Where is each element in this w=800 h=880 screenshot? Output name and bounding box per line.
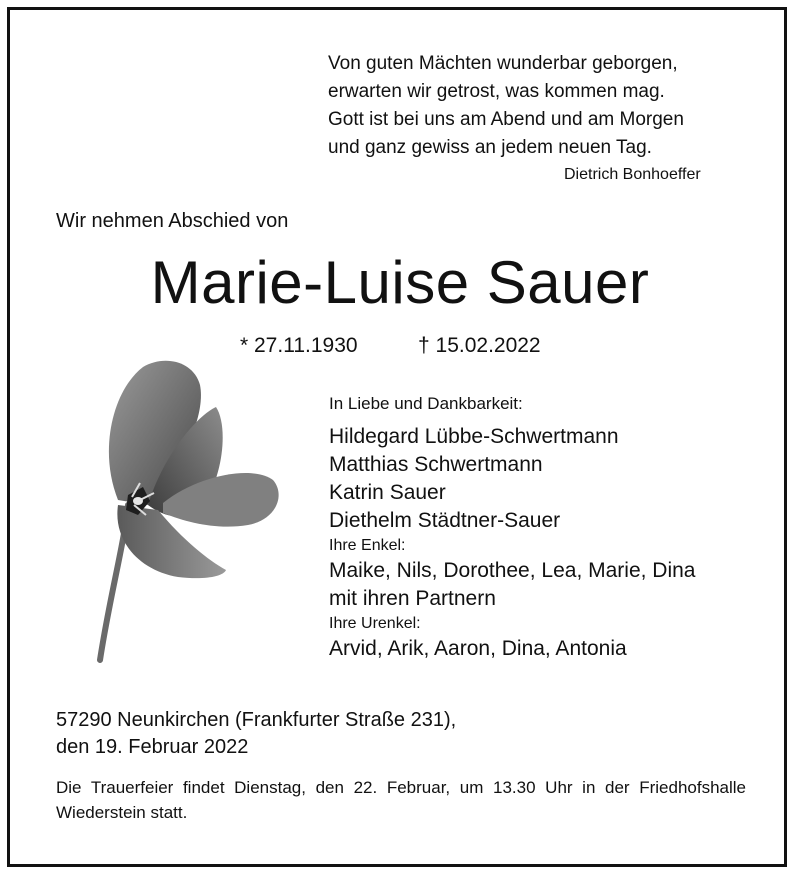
- mourners-list: [329, 423, 696, 663]
- poem-line: und ganz gewiss an jedem neuen Tag.: [328, 137, 652, 158]
- intro-text: Wir nehmen Abschied von: [56, 210, 289, 232]
- address: [56, 707, 456, 761]
- great-grandchildren-names: Arvid, Arik, Aaron, Dina, Antonia: [329, 637, 627, 660]
- poem-line: erwarten wir getrost, was kommen mag.: [328, 81, 665, 102]
- ceremony-info: Die Trauerfeier findet Dienstag, den 22. Februar, um 13.30 Uhr in der Friedhofshalle Wiederstein statt.: [56, 778, 746, 822]
- grandchildren-names: Maike, Nils, Dorothee, Lea, Marie, Dina: [329, 559, 696, 582]
- address-date: den 19. Februar 2022: [56, 736, 249, 758]
- poem-author: Dietrich Bonhoeffer: [564, 166, 701, 183]
- mourner-name: Matthias Schwertmann: [329, 453, 543, 476]
- grandchildren-partners: mit ihren Partnern: [329, 587, 496, 610]
- great-grandchildren-label: Ihre Urenkel:: [329, 615, 421, 632]
- mourner-name: Katrin Sauer: [329, 481, 446, 504]
- mourner-name: Hildegard Lübbe-Schwertmann: [329, 425, 619, 448]
- poem-line: Von guten Mächten wunderbar geborgen,: [328, 53, 678, 74]
- tulip-image: [88, 355, 298, 665]
- deceased-name: Marie-Luise Sauer: [150, 249, 650, 316]
- mourners-heading: In Liebe und Dankbarkeit:: [329, 394, 523, 413]
- poem: [328, 50, 684, 162]
- death-date: † 15.02.2022: [418, 334, 541, 357]
- birth-date: * 27.11.1930: [240, 334, 358, 357]
- poem-line: Gott ist bei uns am Abend und am Morgen: [328, 109, 684, 130]
- mourner-name: Diethelm Städtner-Sauer: [329, 509, 561, 532]
- address-line: 57290 Neunkirchen (Frankfurter Straße 231),: [56, 709, 457, 731]
- grandchildren-label: Ihre Enkel:: [329, 537, 406, 554]
